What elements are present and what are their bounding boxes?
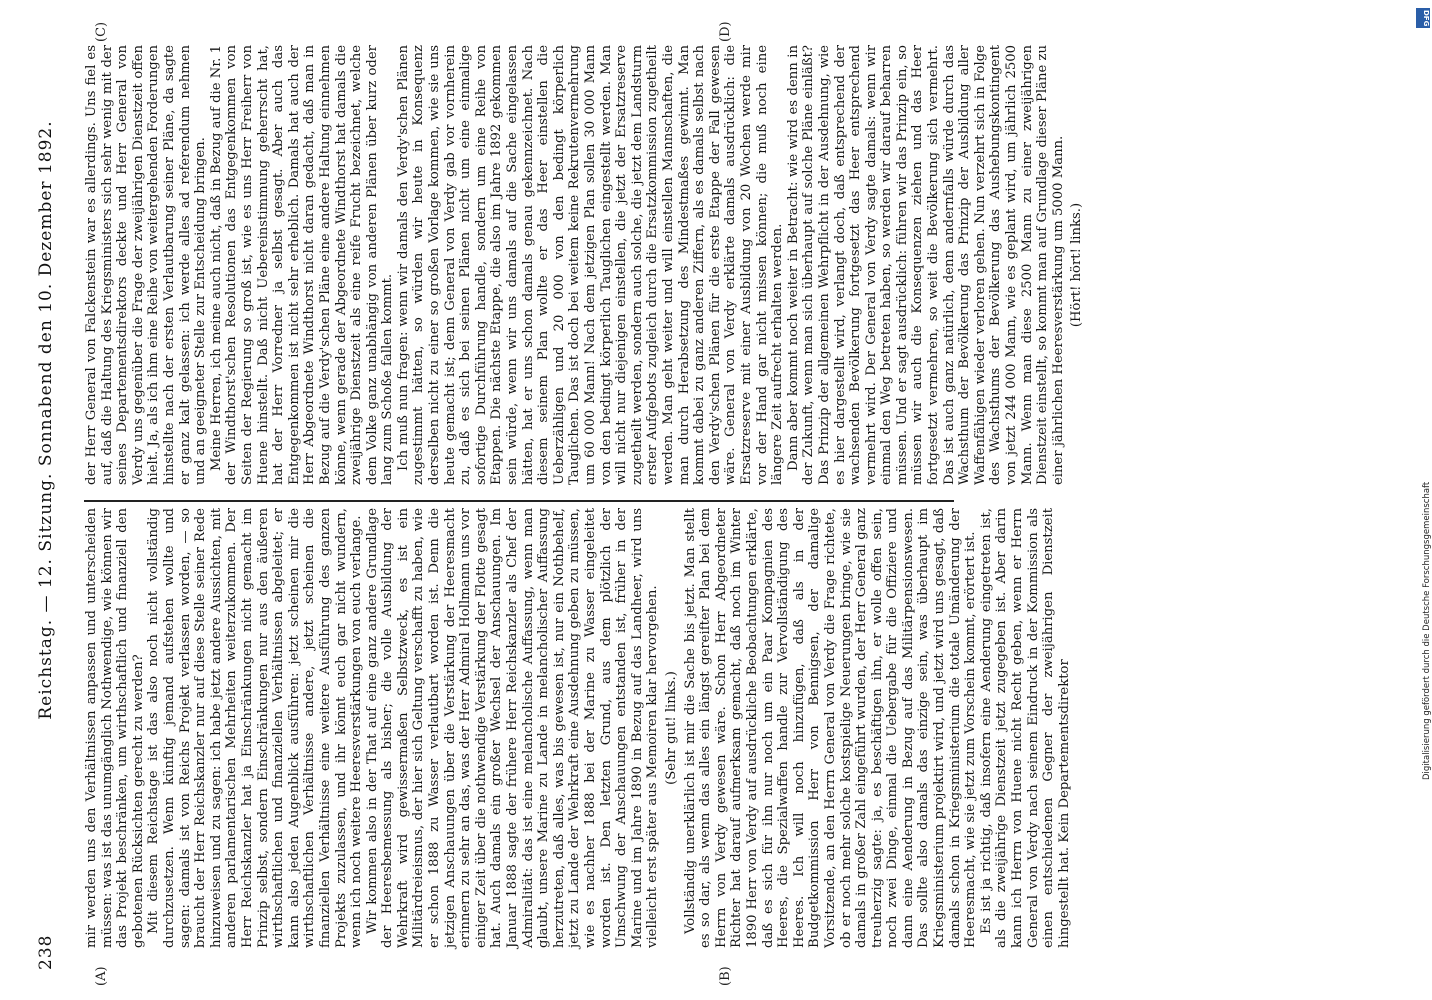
paragraph: Es ist ja richtig, daß insofern eine Aenderung eingetreten ist, als die zweijährige Dienstzeit jetzt zugegeben ist. Aber darin kann ich Herrn von Huene nicht Recht geben, wenn er Herrn General von Verdy nach seinem Eindruck in der Kommission als einen entschiedenen Gegner der zweijährigen Dienstzeit hingestellt hat. Kein Departementsdirektor (978, 508, 1072, 948)
margin-marker-a: (A) (94, 966, 109, 986)
paragraph: Dann aber kommt noch weiter in Betracht: wie wird es denn in der Zukunft, wenn man sich überhaupt auf solche Pläne einläßt? Das Prinzip der allgemeinen Wehrpflicht in der Ausdehnung, wie es hier dargestellt wird, verlangt doch, daß entsprechend der wachsenden Bevölkerung fortgesetzt das Heer entsprechend vermehrt wird. Der General von Verdy sagte damals: wenn wir einmal den Weg betreten haben, so werden wir darauf beharren müssen. Und er sagt ausdrücklich: führen wir das Prinzip ein, so müssen wir auch die Konsequenzen ziehen und das Heer fortgesetzt vermehren, so weit die Bevölkerung sich vermehrt. Das ist auch ganz natürlich, denn andernfalls würde durch das Wachsthum der Bevölkerung das Prinzip der Ausbildung aller Waffenfähigen wieder verloren gehen. Nun verzehrt sich in Folge des Wachsthums der Bevölkerung das Aushebungskontingent von jetzt 244 000 Mann, wie es geplant wird, um jährlich 2500 Mann. Wenn man diese 2500 Mann zu einer zweijährigen Dienstzeit einstellt, so kommt man auf Grundlage dieser Pläne zu einer jährlichen Heeresverstärkung um 5000 Mann. (785, 45, 1066, 485)
rotated-page-content (18, 10, 1418, 990)
page-header (32, 30, 60, 970)
right-column (84, 45, 1088, 485)
left-column (84, 508, 1072, 948)
margin-marker-c: (C) (94, 21, 109, 42)
paragraph: Ich muß nun fragen: wenn wir damals den Verdy'schen Plänen zugestimmt hätten, so würden wir heute in Konsequenz derselben nicht zu einer so großen Vorlage kommen, wie sie uns heute gemacht ist; denn General von Verdy gab vor vornherein zu, daß es sich bei seinen Plänen nicht um eine einmalige sofortige Durchführung handle, sondern um eine Reihe von Etappen. Die nächste Etappe, die also im Jahre 1892 gekommen sein würde, wenn wir uns damals auf die Sache eingelassen hätten, hat er uns schon damals genau gekennzeichnet. Nach diesem seinem Plan wollte er das Heer einstellen die Ueberzähligen und 20 000 von den bedingt körperlich Tauglichen. Das ist doch bei weitem keine Rekrutenvermehrung um 60 000 Mann! Nach dem jetzigen Plan sollen 30 000 Mann von den bedingt körperlich Tauglichen eingestellt werden. Man will nicht nur diejenigen einstellen, die jetzt der Ersatzreserve zugetheilt werden, sondern auch solche, die jetzt dem Landsturm erster Aufgebots zugleich durch die Ersatzkommission zugetheilt werden. Man geht weiter und will einstellen Mannschaften, die man durch Herabsetzung des Mindestmaßes gewinnt. Man kommt dabei zu ganz anderen Ziffern, als es damals selbst nach den Verdy'schen Plänen für die erste Etappe der Fall gewesen wäre. General von Verdy erklärte damals ausdrücklich: die Ersatzreserve mit einer Ausbildung von 20 Wochen werde mir vor der Hand gar nicht missen können; die muß noch eine längere Zeit aufrecht erhalten werden. (395, 45, 786, 485)
paragraph: mir werden uns den Verhältnissen anpassen und unterscheiden müssen: was ist das unumgänglich Nothwendige, wie können wir das Projekt beschränken, um wirthschaftlich und finanziell den gebotenen Rücksichten gerecht zu werden? (84, 508, 146, 948)
applause-note: (Hört! hört! links.) (1069, 202, 1085, 328)
page-number: 238 (36, 934, 56, 970)
margin-marker-b: (B) (718, 966, 733, 986)
paragraph: Mit diesem Reichstage ist das also noch nicht vollständig durchzusetzen. Wenn künftig jemand aufstehen wollte und sagen: damals ist von Reichs Projekt verlassen worden, — so braucht der Herr Reichskanzler nur auf diese Stelle seiner Rede hinzuweisen und zu sagen: ich habe jetzt andere Aussichten, mit anderen parlamentarischen Mehrheiten weiterzukommen. Der Herr Reichskanzler hat ja Einschränkungen nicht gemacht im Prinzip selbst, sondern Einschränkungen nur aus den äußeren wirthschaftlichen und finanziellen Verhältnissen abgeleitet; er kann also jeden Augenblick ausführen: jetzt scheinen mir die wirthschaftlichen Verhältnisse andere, jetzt scheinen die finanziellen Verhältnisse eine weitere Ausführung des ganzen Projekts zuzulassen, und ihr könnt euch gar nicht wundern, wenn ich noch weitere Heeresverstärkungen von euch verlange. (146, 508, 365, 948)
paragraph: Vollständig unerklärlich ist mir die Sache bis jetzt. Man stellt es so dar, als wenn das alles ein längst gereifter Plan bei dem Herrn von Verdy gewesen wäre. Schon Herr Abgeordneter Richter hat darauf aufmerksam gemacht, daß noch im Winter 1890 Herr von Verdy auf ausdrückliche Beobachtungen erklärte, daß es sich für ihn nur noch um ein Paar Kompagnien des Heeres, die Spezialwaffen handle zur Vervollständigung des Heeres. Ich will noch hinzufügen, daß als in der Budgetkommission Herr von Bennigsen, der damalige Vorsitzende, an den Herrn General von Verdy die Frage richtete, ob er noch mehr solche kostspielige Neuerungen bringe, wie sie damals in großer Zahl eingeführt wurden, der Herr General ganz treuherzig sagte: ja, es beschäftigen ihn, er wolle offen sein, noch zwei Dinge, einmal die Uebergabe für die Offiziere und dann eine Aenderung in Bezug auf das Militärpensionswesen. Das sollte also damals das einzige sein, was überhaupt im Kriegsministerium projektirt wird, und jetzt wird uns gesagt, daß damals schon in Kriegsministerium die totale Umänderung der Heeresmacht, wie sie jetzt zum Vorschein kommt, erörtert ist. (682, 508, 979, 948)
paragraph: Wir kommen also in der That auf eine ganz andere Grundlage der Heeresbemessung als bisher; die volle Ausbildung der Wehrkraft wird gewissermaßen Selbstzweck, es ist ein Militärdreieismus, der hier sich Geltung verschafft zu haben, wie er schon 1888 zu Wasser verlautbart worden ist. Denn die jetzigen Anschauungen über die Verstärkung der Heeresmacht erinnern zu sehr an das, was der Herr Admiral Hollmann uns vor einiger Zeit über die nothwendige Verstärkung der Flotte gesagt hat. Auch damals ein großer Wechsel der Anschauungen. Im Januar 1888 sagte der frühere Herr Reichskanzler als Chef der Admiralität: das ist eine melancholische Auffassung, wenn man glaubt, unsere Marine zu Lande in melancholischer Auffassung herzutreten, daß alles, was bis gewesen ist, nur ein Nothbehelf, jetzt zu Lande der Wehrkraft eine Ausdehnung geben zu müssen, wie es nachher 1888 bei der Marine zu Wasser eingeleitet worden ist. Den letzten Grund, aus dem plötzlich der Umschwung der Anschauungen entstanden ist, früher in der Marine und im Jahre 1890 in Bezug auf das Landheer, wird uns vielleicht erst später aus Memoiren klar hervorgehen. (364, 508, 661, 948)
applause-note: (Sehr gut! links.) (663, 671, 679, 785)
page-title: Reichstag. — 12. Sitzung. Sonnabend den 10. Dezember 1892. (36, 120, 56, 720)
digitization-note: Digitalisierung gefördert durch die Deutsche Forschungsgemeinschaft (1422, 481, 1432, 780)
column-divider (84, 500, 954, 502)
paragraph: Meine Herren, ich meine auch nicht, daß in Bezug auf die Nr. 1 der Windthorst'schen Resolutionen das Entgegenkommen von Seiten der Regierung so groß ist, wie es uns Herr Freiherr von Huene hinstellt. Daß nicht Uebereinstimmung geherrscht hat, hat der Herr Vorredner ja selbst gesagt. Aber auch das Entgegenkommen ist nicht sehr erheblich. Damals hat auch der Herr Abgeordnete Windthorst nicht daran gedacht, daß man in Bezug auf die Verdy'schen Pläne eine andere Haltung einnehmen könne, wenn gerade der Abgeordnete Windthorst hat damals die zweijährige Dienstzeit als eine reife Frucht bezeichnet, welche dem Volke ganz unabhängig von anderen Plänen über kurz oder lang zum Schoße fallen kommt. (208, 45, 396, 485)
margin-marker-d: (D) (718, 21, 733, 42)
dfg-logo: DFG (1416, 8, 1430, 28)
paragraph: der Herr General von Falckenstein war es allerdings. Uns fiel es auf, daß die Haltung des Kriegsministers sich sehr wenig mit der seines Departementsdirektors deckte und Herr General von Verdy uns gegenüber die Frage der zweijährigen Dienstzeit offen hielt. Ja, als ich ihm eine Reihe von weitergehenden Forderungen hinstellte nach der ersten Verlautbarung seiner Pläne, da sagte er ganz kalt gelassen: ich werde alles ad referendum nehmen und an geeigneter Stelle zur Entscheidung bringen. (84, 45, 209, 485)
